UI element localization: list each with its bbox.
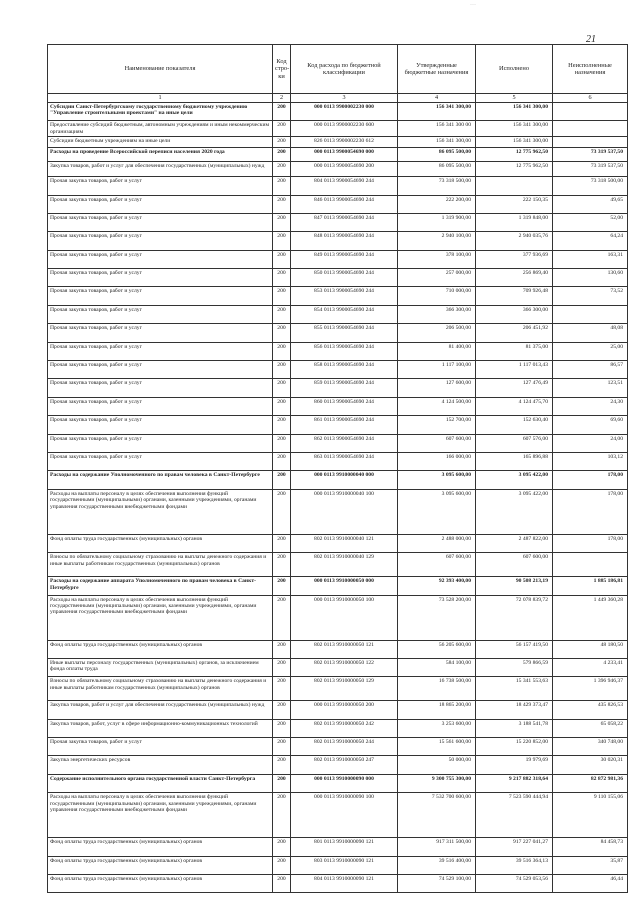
cell-code: 200 bbox=[273, 213, 291, 231]
table-row bbox=[48, 342, 628, 360]
cell-classification-code: 856 0113 9900054690 244 bbox=[291, 342, 398, 360]
cell-executed: 222 150,35 bbox=[476, 195, 553, 213]
cell-executed: 156 341 300,00 bbox=[476, 137, 553, 148]
cell-classification-code: 863 0113 9900054690 244 bbox=[291, 452, 398, 470]
cell-code: 200 bbox=[273, 269, 291, 287]
cell-unexecuted: 123,51 bbox=[553, 379, 628, 397]
table-row bbox=[48, 534, 628, 552]
cell-classification-code: 802 0113 9910000050 129 bbox=[291, 677, 398, 701]
cell-code: 200 bbox=[273, 232, 291, 250]
cell-classification-code: 000 0113 9910000040 000 bbox=[291, 471, 398, 489]
cell-code: 200 bbox=[273, 162, 291, 177]
cell-classification-code: 847 0113 9900054690 244 bbox=[291, 213, 398, 231]
cell-unexecuted: 30 020,31 bbox=[553, 756, 628, 774]
cell-classification-code: 848 0113 9900054690 244 bbox=[291, 232, 398, 250]
cell-approved: 15 561 600,00 bbox=[398, 738, 476, 756]
cell-unexecuted: 1 449 360,28 bbox=[553, 595, 628, 640]
table-row bbox=[48, 577, 628, 595]
table-row bbox=[48, 471, 628, 489]
cell-executed: 81 375,00 bbox=[476, 342, 553, 360]
cell-name: Расходы на выплаты персоналу в целях обеспечения выполнения функций государственными (муниципальными) органами, казенными учреждениями, органами управления государственными внебюджетными фондами bbox=[48, 793, 273, 838]
cell-classification-code: 000 0113 9910000040 100 bbox=[291, 489, 398, 534]
table-row bbox=[48, 553, 628, 577]
table-row bbox=[48, 250, 628, 268]
cell-unexecuted: 435 826,53 bbox=[553, 701, 628, 719]
cell-name: Прочая закупка товаров, работ и услуг bbox=[48, 416, 273, 434]
page-number: 21 bbox=[586, 34, 596, 45]
table-row bbox=[48, 452, 628, 470]
cell-code: 200 bbox=[273, 195, 291, 213]
cell-classification-code: 000 0113 9900002230 600 bbox=[291, 121, 398, 137]
cell-unexecuted bbox=[553, 103, 628, 121]
column-number: 4 bbox=[398, 94, 476, 103]
header-classification: Код расхода по бюджетной классификации bbox=[291, 45, 398, 94]
table-row bbox=[48, 856, 628, 874]
cell-name: Прочая закупка товаров, работ и услуг bbox=[48, 269, 273, 287]
cell-unexecuted: 64,24 bbox=[553, 232, 628, 250]
cell-classification-code: 000 0113 9910000090 000 bbox=[291, 774, 398, 792]
cell-approved: 2 488 000,00 bbox=[398, 534, 476, 552]
cell-executed: 74 529 053,56 bbox=[476, 875, 553, 893]
cell-code: 200 bbox=[273, 342, 291, 360]
cell-name: Прочая закупка товаров, работ и услуг bbox=[48, 434, 273, 452]
cell-code: 200 bbox=[273, 793, 291, 838]
cell-classification-code: 802 0113 9910000040 129 bbox=[291, 553, 398, 577]
cell-code: 200 bbox=[273, 103, 291, 121]
cell-name: Прочая закупка товаров, работ и услуг bbox=[48, 232, 273, 250]
cell-approved: 917 311 500,00 bbox=[398, 838, 476, 856]
cell-classification-code: 000 0113 9910000050 100 bbox=[291, 595, 398, 640]
table-row bbox=[48, 793, 628, 838]
table-row bbox=[48, 774, 628, 792]
cell-code: 200 bbox=[273, 452, 291, 470]
cell-name: Закупка энергетических ресурсов bbox=[48, 756, 273, 774]
cell-code: 200 bbox=[273, 379, 291, 397]
cell-name: Прочая закупка товаров, работ и услуг bbox=[48, 342, 273, 360]
table-row bbox=[48, 213, 628, 231]
table-row bbox=[48, 719, 628, 737]
table-row bbox=[48, 177, 628, 195]
table-row bbox=[48, 305, 628, 323]
cell-name: Фонд оплаты труда государственных (муниципальных) органов bbox=[48, 856, 273, 874]
header-executed: Исполнено bbox=[476, 45, 553, 94]
cell-name: Содержание исполнительного органа государственной власти Санкт-Петербурга bbox=[48, 774, 273, 792]
cell-code: 200 bbox=[273, 137, 291, 148]
cell-code: 200 bbox=[273, 838, 291, 856]
cell-classification-code: 858 0113 9900054690 244 bbox=[291, 361, 398, 379]
table-row bbox=[48, 162, 628, 177]
table-row bbox=[48, 738, 628, 756]
header-unexecuted: Неисполненные назначения bbox=[553, 45, 628, 94]
cell-executed: 127 476,49 bbox=[476, 379, 553, 397]
cell-approved: 86 095 500,00 bbox=[398, 162, 476, 177]
table-row bbox=[48, 103, 628, 121]
cell-executed: 366 300,00 bbox=[476, 305, 553, 323]
cell-unexecuted: 4 233,41 bbox=[553, 658, 628, 676]
cell-name: Фонд оплаты труда государственных (муниципальных) органов bbox=[48, 640, 273, 658]
cell-approved: 4 124 500,00 bbox=[398, 397, 476, 415]
cell-approved: 1 319 900,00 bbox=[398, 213, 476, 231]
cell-code: 200 bbox=[273, 640, 291, 658]
cell-name: Прочая закупка товаров, работ и услуг bbox=[48, 305, 273, 323]
cell-approved: 378 100,00 bbox=[398, 250, 476, 268]
table-row bbox=[48, 416, 628, 434]
cell-approved: 7 532 700 600,00 bbox=[398, 793, 476, 838]
cell-classification-code: 802 0113 9910000050 247 bbox=[291, 756, 398, 774]
cell-approved: 56 205 600,00 bbox=[398, 640, 476, 658]
cell-code: 200 bbox=[273, 719, 291, 737]
cell-name: Закупка товаров, работ, услуг в сфере информационно-коммуникационных технологий bbox=[48, 719, 273, 737]
cell-unexecuted: 73,52 bbox=[553, 287, 628, 305]
cell-name: Расходы на проведение Всероссийской переписи населения 2020 года bbox=[48, 147, 273, 162]
cell-unexecuted: 178,00 bbox=[553, 471, 628, 489]
cell-code: 200 bbox=[273, 701, 291, 719]
cell-executed: 256 869,40 bbox=[476, 269, 553, 287]
cell-code: 200 bbox=[273, 121, 291, 137]
cell-name: Расходы на содержание аппарата Уполномоченного по правам человека в Санкт-Петербурге bbox=[48, 577, 273, 595]
cell-classification-code: 861 0113 9900054690 244 bbox=[291, 416, 398, 434]
column-number: 6 bbox=[553, 94, 628, 103]
cell-approved: 710 000,00 bbox=[398, 287, 476, 305]
cell-code: 200 bbox=[273, 287, 291, 305]
cell-classification-code: 802 0113 9910000050 122 bbox=[291, 658, 398, 676]
table-row bbox=[48, 677, 628, 701]
cell-approved: 156 341 300 00 bbox=[398, 121, 476, 137]
cell-classification-code: 859 0113 9900054690 244 bbox=[291, 379, 398, 397]
cell-executed: 607 576,00 bbox=[476, 434, 553, 452]
column-numbers-row bbox=[48, 94, 628, 103]
cell-classification-code: 000 0113 9910000050 000 bbox=[291, 577, 398, 595]
cell-executed: 709 926,48 bbox=[476, 287, 553, 305]
table-row bbox=[48, 195, 628, 213]
cell-unexecuted: 103,12 bbox=[553, 452, 628, 470]
cell-code: 200 bbox=[273, 756, 291, 774]
cell-approved: 92 393 400,00 bbox=[398, 577, 476, 595]
cell-name: Субсидии бюджетным учреждениям на иные цели bbox=[48, 137, 273, 148]
cell-executed: 2 487 822,00 bbox=[476, 534, 553, 552]
cell-classification-code: 000 0113 9910000090 100 bbox=[291, 793, 398, 838]
cell-classification-code: 802 0113 9910000040 121 bbox=[291, 534, 398, 552]
table-row bbox=[48, 701, 628, 719]
cell-name: Прочая закупка товаров, работ и услуг bbox=[48, 361, 273, 379]
header-name: Наименование показателя bbox=[48, 45, 273, 94]
cell-executed: 3 188 541,78 bbox=[476, 719, 553, 737]
cell-approved: 81 400,00 bbox=[398, 342, 476, 360]
cell-unexecuted: 24,30 bbox=[553, 397, 628, 415]
cell-executed: 7 523 590 444,94 bbox=[476, 793, 553, 838]
column-number: 1 bbox=[48, 94, 273, 103]
table-row bbox=[48, 324, 628, 342]
cell-approved: 73 528 200,00 bbox=[398, 595, 476, 640]
cell-name: Прочая закупка товаров, работ и услуг bbox=[48, 195, 273, 213]
cell-classification-code: 802 0113 9910000050 121 bbox=[291, 640, 398, 658]
cell-name: Прочая закупка товаров, работ и услуг bbox=[48, 250, 273, 268]
cell-executed: 15 341 553,63 bbox=[476, 677, 553, 701]
table-row bbox=[48, 269, 628, 287]
page-top-mark: … bbox=[470, 1, 476, 7]
cell-name: Прочая закупка товаров, работ и услуг bbox=[48, 397, 273, 415]
cell-unexecuted: 69,60 bbox=[553, 416, 628, 434]
cell-unexecuted: 9 110 155,06 bbox=[553, 793, 628, 838]
table-row bbox=[48, 287, 628, 305]
cell-approved: 18 865 200,00 bbox=[398, 701, 476, 719]
table-row bbox=[48, 361, 628, 379]
cell-name: Фонд оплаты труда государственных (муниципальных) органов bbox=[48, 838, 273, 856]
cell-classification-code: 846 0113 9900054690 244 bbox=[291, 195, 398, 213]
cell-name: Фонд оплаты труда государственных (муниципальных) органов bbox=[48, 534, 273, 552]
cell-classification-code: 000 0113 9900054690 200 bbox=[291, 162, 398, 177]
cell-approved: 9 300 755 300,00 bbox=[398, 774, 476, 792]
cell-name: Закупка товаров, работ и услуг для обеспечения государственных (муниципальных) нужд bbox=[48, 162, 273, 177]
cell-executed: 2 940 035,76 bbox=[476, 232, 553, 250]
cell-classification-code: 000 0113 9910000050 200 bbox=[291, 701, 398, 719]
cell-approved: 74 529 100,00 bbox=[398, 875, 476, 893]
cell-approved: 257 000,00 bbox=[398, 269, 476, 287]
cell-executed: 39 516 364,13 bbox=[476, 856, 553, 874]
cell-executed: 607 600,00 bbox=[476, 553, 553, 577]
table-row bbox=[48, 875, 628, 893]
cell-name: Прочая закупка товаров, работ и услуг bbox=[48, 287, 273, 305]
cell-classification-code: 849 0113 9900054690 244 bbox=[291, 250, 398, 268]
table-row bbox=[48, 838, 628, 856]
cell-executed: 4 124 475,70 bbox=[476, 397, 553, 415]
cell-approved: 3 095 600,00 bbox=[398, 471, 476, 489]
cell-executed: 1 117 013,43 bbox=[476, 361, 553, 379]
cell-executed: 9 217 882 318,64 bbox=[476, 774, 553, 792]
cell-executed: 165 896,88 bbox=[476, 452, 553, 470]
cell-name: Прочая закупка товаров, работ и услуг bbox=[48, 379, 273, 397]
cell-code: 200 bbox=[273, 147, 291, 162]
cell-code: 200 bbox=[273, 489, 291, 534]
cell-name: Прочая закупка товаров, работ и услуг bbox=[48, 324, 273, 342]
cell-unexecuted: 73 318 500,00 bbox=[553, 177, 628, 195]
cell-unexecuted: 49,65 bbox=[553, 195, 628, 213]
cell-executed: 72 078 839,72 bbox=[476, 595, 553, 640]
cell-classification-code: 826 0113 9900002230 612 bbox=[291, 137, 398, 148]
cell-classification-code: 000 0113 9900002230 000 bbox=[291, 103, 398, 121]
table-body bbox=[48, 103, 628, 893]
cell-approved: 222 200,00 bbox=[398, 195, 476, 213]
cell-executed: 156 341 300,00 bbox=[476, 121, 553, 137]
cell-approved: 1 117 100,00 bbox=[398, 361, 476, 379]
cell-approved: 39 516 400,00 bbox=[398, 856, 476, 874]
cell-executed: 156 341 300,00 bbox=[476, 103, 553, 121]
cell-code: 200 bbox=[273, 577, 291, 595]
cell-code: 200 bbox=[273, 774, 291, 792]
cell-approved: 366 300,00 bbox=[398, 305, 476, 323]
cell-name: Взносы по обязательному социальному страхованию на выплаты денежного содержания и иные выплаты работникам государственных (муниципальных) органов bbox=[48, 553, 273, 577]
cell-code: 200 bbox=[273, 434, 291, 452]
cell-unexecuted bbox=[553, 121, 628, 137]
cell-classification-code: 854 0113 9900054690 244 bbox=[291, 305, 398, 323]
table-row bbox=[48, 640, 628, 658]
cell-name: Прочая закупка товаров, работ и услуг bbox=[48, 738, 273, 756]
cell-name: Прочая закупка товаров, работ и услуг bbox=[48, 213, 273, 231]
cell-executed: 15 220 852,00 bbox=[476, 738, 553, 756]
cell-approved: 2 940 100,00 bbox=[398, 232, 476, 250]
cell-name: Субсидии Санкт-Петербургскому государственному бюджетному учреждению "Управление строительными проектами" на иные цели bbox=[48, 103, 273, 121]
cell-name: Прочая закупка товаров, работ и услуг bbox=[48, 452, 273, 470]
cell-name: Закупка товаров, работ и услуг для обеспечения государственных (муниципальных) нужд bbox=[48, 701, 273, 719]
cell-approved: 206 500,00 bbox=[398, 324, 476, 342]
cell-classification-code: 000 0113 9900054690 000 bbox=[291, 147, 398, 162]
cell-unexecuted: 48,08 bbox=[553, 324, 628, 342]
cell-approved: 3 253 600,00 bbox=[398, 719, 476, 737]
cell-unexecuted: 46,44 bbox=[553, 875, 628, 893]
cell-approved: 50 000,00 bbox=[398, 756, 476, 774]
cell-classification-code: 862 0113 9900054690 244 bbox=[291, 434, 398, 452]
cell-code: 200 bbox=[273, 738, 291, 756]
table-row bbox=[48, 434, 628, 452]
cell-approved: 607 600,00 bbox=[398, 553, 476, 577]
cell-unexecuted: 35,87 bbox=[553, 856, 628, 874]
cell-executed: 90 508 213,19 bbox=[476, 577, 553, 595]
cell-code: 200 bbox=[273, 416, 291, 434]
cell-unexecuted: 1 396 946,37 bbox=[553, 677, 628, 701]
cell-classification-code: 802 0113 9910000050 242 bbox=[291, 719, 398, 737]
cell-name: Взносы по обязательному социальному страхованию на выплаты денежного содержания и иные выплаты работникам государственных (муниципальных) органов bbox=[48, 677, 273, 701]
table-row bbox=[48, 147, 628, 162]
table-row bbox=[48, 397, 628, 415]
cell-code: 200 bbox=[273, 875, 291, 893]
cell-unexecuted: 65 058,22 bbox=[553, 719, 628, 737]
cell-unexecuted: 130,60 bbox=[553, 269, 628, 287]
cell-executed: 56 157 419,50 bbox=[476, 640, 553, 658]
cell-name: Фонд оплаты труда государственных (муниципальных) органов bbox=[48, 875, 273, 893]
cell-unexecuted: 178,00 bbox=[553, 534, 628, 552]
cell-approved: 584 100,00 bbox=[398, 658, 476, 676]
cell-code: 200 bbox=[273, 361, 291, 379]
cell-code: 200 bbox=[273, 250, 291, 268]
table-row bbox=[48, 137, 628, 148]
cell-classification-code: 855 0113 9900054690 244 bbox=[291, 324, 398, 342]
cell-unexecuted: 52,00 bbox=[553, 213, 628, 231]
cell-unexecuted: 48 180,50 bbox=[553, 640, 628, 658]
cell-approved: 152 700,00 bbox=[398, 416, 476, 434]
cell-code: 200 bbox=[273, 658, 291, 676]
cell-code: 200 bbox=[273, 534, 291, 552]
table-row bbox=[48, 658, 628, 676]
budget-execution-table bbox=[47, 44, 628, 893]
cell-unexecuted: 84 458,73 bbox=[553, 838, 628, 856]
cell-code: 200 bbox=[273, 471, 291, 489]
cell-executed: 12 775 962,50 bbox=[476, 147, 553, 162]
cell-name: Расходы на выплаты персоналу в целях обеспечения выполнения функций государственными (муниципальными) органами, казенными учреждениями, органами управления государственными внебюджетными фондами bbox=[48, 595, 273, 640]
cell-unexecuted: 25,00 bbox=[553, 342, 628, 360]
cell-classification-code: 850 0113 9900054690 244 bbox=[291, 269, 398, 287]
cell-unexecuted: 1 885 186,81 bbox=[553, 577, 628, 595]
cell-executed: 12 775 962,50 bbox=[476, 162, 553, 177]
header-approved: Утвержденные бюджетные назначения bbox=[398, 45, 476, 94]
cell-approved: 156 341 300,00 bbox=[398, 137, 476, 148]
header-code: Код стро-ки bbox=[273, 45, 291, 94]
cell-code: 200 bbox=[273, 305, 291, 323]
cell-approved: 156 341 300,00 bbox=[398, 103, 476, 121]
table-row bbox=[48, 121, 628, 137]
cell-classification-code: 802 0113 9910000050 244 bbox=[291, 738, 398, 756]
cell-name: Прочая закупка товаров, работ и услуг bbox=[48, 177, 273, 195]
column-number: 5 bbox=[476, 94, 553, 103]
cell-code: 200 bbox=[273, 177, 291, 195]
cell-executed: 579 866,59 bbox=[476, 658, 553, 676]
cell-unexecuted bbox=[553, 553, 628, 577]
table-row bbox=[48, 232, 628, 250]
cell-unexecuted: 340 748,00 bbox=[553, 738, 628, 756]
cell-classification-code: 801 0113 9910000090 121 bbox=[291, 838, 398, 856]
cell-code: 200 bbox=[273, 553, 291, 577]
cell-code: 200 bbox=[273, 397, 291, 415]
cell-name: Иные выплаты персоналу государственных (муниципальных) органов, за исключением фонда оплаты труда bbox=[48, 658, 273, 676]
cell-executed bbox=[476, 177, 553, 195]
cell-approved: 166 000,00 bbox=[398, 452, 476, 470]
cell-name: Расходы на выплаты персоналу в целях обеспечения выполнения функций государственными (муниципальными) органами, казенными учреждениями, органами управления государственными внебюджетными фондами bbox=[48, 489, 273, 534]
cell-executed: 917 227 041,27 bbox=[476, 838, 553, 856]
cell-unexecuted bbox=[553, 137, 628, 148]
cell-approved: 16 738 500,00 bbox=[398, 677, 476, 701]
cell-approved: 73 318 500,00 bbox=[398, 177, 476, 195]
cell-executed: 18 429 373,47 bbox=[476, 701, 553, 719]
cell-approved: 86 095 500,00 bbox=[398, 147, 476, 162]
cell-code: 200 bbox=[273, 677, 291, 701]
cell-executed: 1 319 848,00 bbox=[476, 213, 553, 231]
cell-unexecuted: 178,00 bbox=[553, 489, 628, 534]
table-row bbox=[48, 489, 628, 534]
cell-code: 200 bbox=[273, 595, 291, 640]
cell-name: Предоставление субсидий бюджетным, автономным учреждениям и иным некоммерческим организациям bbox=[48, 121, 273, 137]
column-number: 2 bbox=[273, 94, 291, 103]
cell-unexecuted: 82 872 981,36 bbox=[553, 774, 628, 792]
cell-executed: 377 936,69 bbox=[476, 250, 553, 268]
table-row bbox=[48, 379, 628, 397]
table-row bbox=[48, 756, 628, 774]
cell-executed: 3 095 422,00 bbox=[476, 489, 553, 534]
cell-classification-code: 853 0113 9900054690 244 bbox=[291, 287, 398, 305]
cell-code: 200 bbox=[273, 856, 291, 874]
cell-classification-code: 803 0113 9910000090 121 bbox=[291, 856, 398, 874]
cell-approved: 3 095 600,00 bbox=[398, 489, 476, 534]
column-number: 3 bbox=[291, 94, 398, 103]
cell-unexecuted: 24,00 bbox=[553, 434, 628, 452]
cell-classification-code: 860 0113 9900054690 244 bbox=[291, 397, 398, 415]
cell-classification-code: 804 0113 9900054690 244 bbox=[291, 177, 398, 195]
cell-name: Расходы на содержание Уполномоченного по правам человека в Санкт-Петербурге bbox=[48, 471, 273, 489]
cell-executed: 152 630,40 bbox=[476, 416, 553, 434]
cell-executed: 206 451,92 bbox=[476, 324, 553, 342]
table-row bbox=[48, 595, 628, 640]
cell-classification-code: 804 0113 9910000090 121 bbox=[291, 875, 398, 893]
cell-code: 200 bbox=[273, 324, 291, 342]
cell-unexecuted: 163,31 bbox=[553, 250, 628, 268]
cell-approved: 607 600,00 bbox=[398, 434, 476, 452]
table-header-row bbox=[48, 45, 628, 94]
cell-unexecuted bbox=[553, 305, 628, 323]
cell-unexecuted: 73 319 537,50 bbox=[553, 147, 628, 162]
cell-unexecuted: 73 319 537,50 bbox=[553, 162, 628, 177]
cell-executed: 3 095 422,00 bbox=[476, 471, 553, 489]
cell-executed: 19 979,69 bbox=[476, 756, 553, 774]
cell-approved: 127 600,00 bbox=[398, 379, 476, 397]
cell-unexecuted: 86,57 bbox=[553, 361, 628, 379]
